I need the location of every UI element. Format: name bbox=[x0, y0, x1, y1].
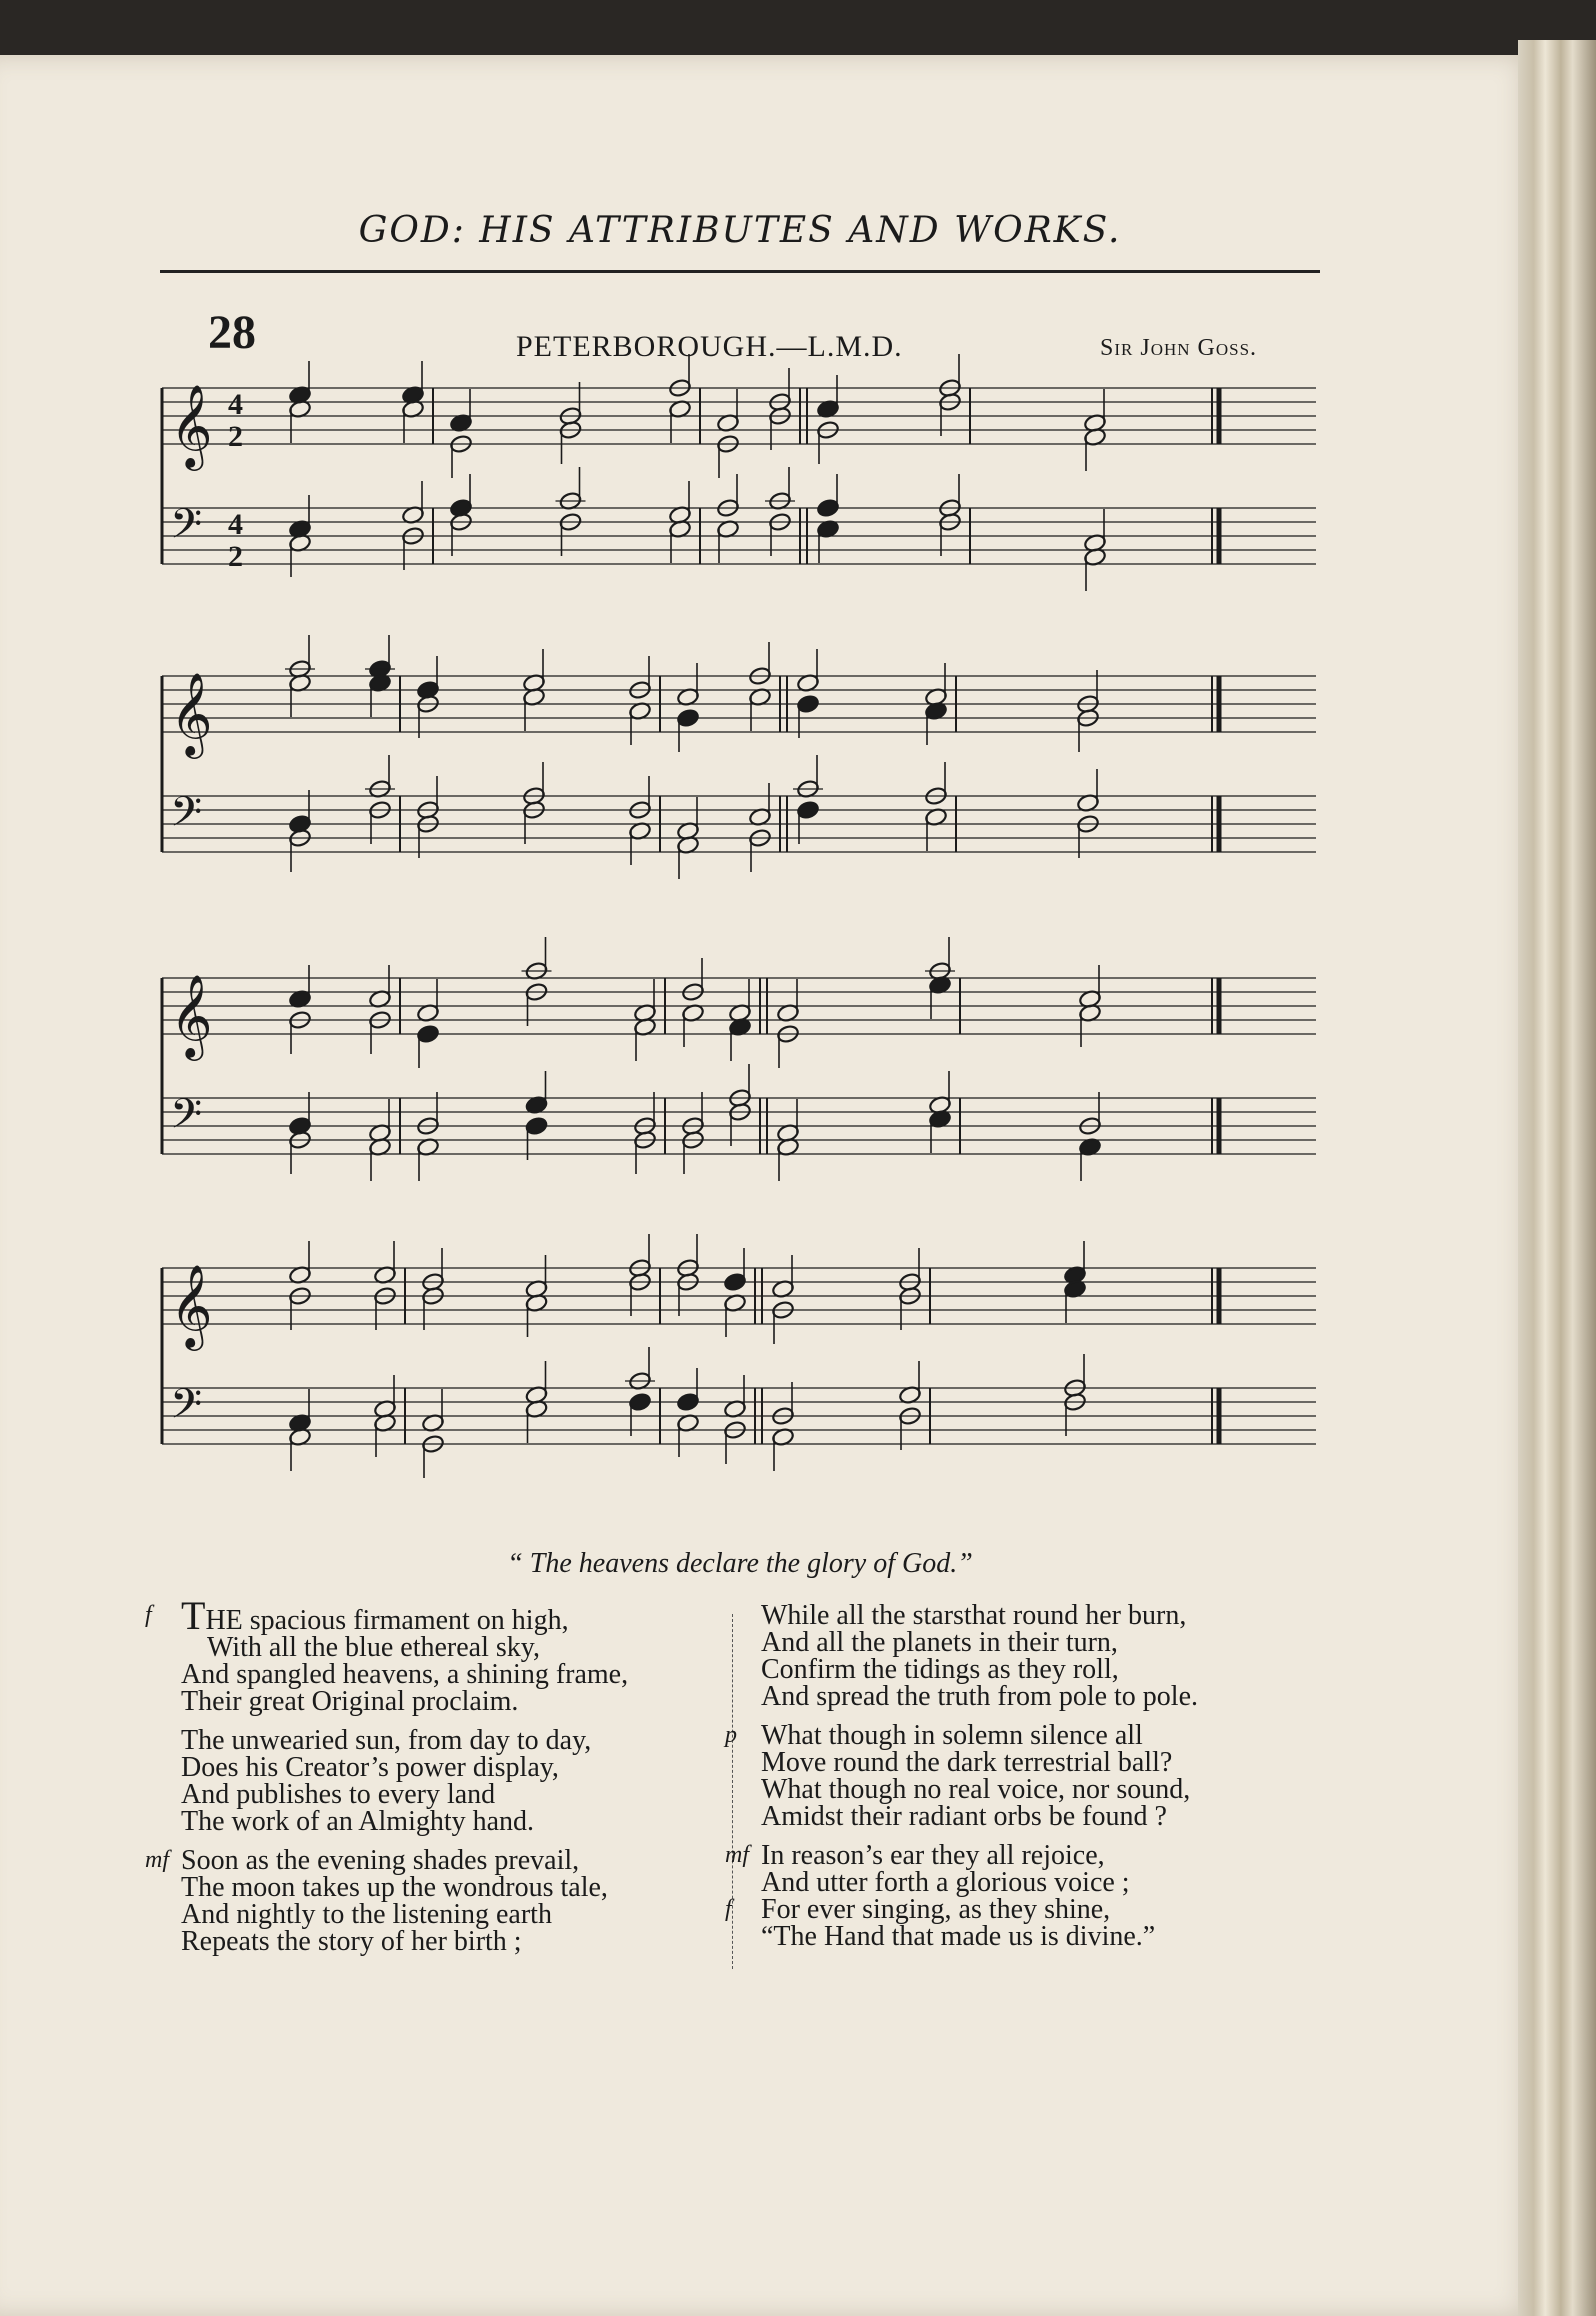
verse-text: What though no real voice, nor sound, bbox=[761, 1774, 1191, 1805]
verse-line bbox=[745, 1923, 1335, 1950]
verse-text: Amidst their radiant orbs be found ? bbox=[761, 1801, 1167, 1832]
verse-text: And publishes to every land bbox=[181, 1779, 496, 1810]
dynamic-marking: p bbox=[725, 1722, 737, 1748]
stanza bbox=[145, 1845, 705, 1957]
verse-text: What though in solemn silence all bbox=[761, 1720, 1143, 1751]
time-signature-upper: 4 bbox=[228, 388, 243, 421]
stanza bbox=[725, 1840, 1335, 1952]
music-system bbox=[162, 354, 1316, 591]
hymn-epigraph: “ The heavens declare the glory of God.” bbox=[507, 1548, 973, 1579]
stanza bbox=[165, 1727, 705, 1835]
verse-text: And spread the truth from pole to pole. bbox=[761, 1681, 1199, 1712]
verse-line bbox=[165, 1754, 705, 1781]
verse-text: For ever singing, as they shine, bbox=[761, 1894, 1111, 1925]
verse-text: With all the blue ethereal sky, bbox=[207, 1632, 540, 1663]
music-system bbox=[162, 635, 1316, 879]
time-signature-lower: 2 bbox=[228, 420, 243, 453]
drop-cap: T bbox=[181, 1593, 206, 1638]
verse-text: And utter forth a glorious voice ; bbox=[761, 1867, 1130, 1898]
verse-text: Their great Original proclaim. bbox=[181, 1686, 519, 1717]
verse-text: The moon takes up the wondrous tale, bbox=[181, 1872, 608, 1903]
verse-line bbox=[725, 1894, 1335, 1925]
verse-column-left bbox=[145, 1593, 705, 1967]
stanza bbox=[725, 1720, 1335, 1832]
time-signature-upper: 4 bbox=[228, 508, 243, 541]
verse-text: And all the planets in their turn, bbox=[761, 1627, 1118, 1658]
column-divider bbox=[732, 1614, 733, 1969]
verse-text: Does his Creator’s power display, bbox=[181, 1752, 559, 1783]
verse-text: In reason’s ear they all rejoice, bbox=[761, 1840, 1105, 1871]
verse-text: Soon as the evening shades prevail, bbox=[181, 1845, 580, 1876]
verse-text: Move round the dark terrestrial ball? bbox=[761, 1747, 1173, 1778]
verse-line bbox=[165, 1874, 705, 1901]
verse-line bbox=[165, 1727, 705, 1754]
treble-clef-icon: 𝄞 bbox=[170, 1263, 213, 1347]
verse-line bbox=[745, 1629, 1335, 1656]
tune-name: PETERBOROUGH.—L.M.D. bbox=[516, 330, 903, 363]
verse-line bbox=[165, 1808, 705, 1835]
verse-line bbox=[145, 1593, 705, 1638]
verse-line bbox=[165, 1901, 705, 1928]
verse-text: The unwearied sun, from day to day, bbox=[181, 1725, 592, 1756]
music-system bbox=[162, 937, 1316, 1181]
verse-text: While all the starsthat round her burn, bbox=[761, 1600, 1187, 1631]
verse-line bbox=[165, 1781, 705, 1808]
verse-line bbox=[745, 1656, 1335, 1683]
time-signature-lower: 2 bbox=[228, 540, 243, 573]
verse-text: “The Hand that made us is divine.” bbox=[761, 1921, 1156, 1952]
dynamic-marking: mf bbox=[145, 1847, 169, 1873]
hymn-verses bbox=[145, 1593, 1335, 1982]
running-head: GOD: HIS ATTRIBUTES AND WORKS. bbox=[358, 210, 1122, 251]
stanza bbox=[745, 1602, 1335, 1710]
verse-line bbox=[165, 1688, 705, 1715]
bass-clef-icon: 𝄢 bbox=[170, 1090, 203, 1148]
dynamic-marking: f bbox=[725, 1896, 732, 1922]
verse-line bbox=[725, 1720, 1335, 1751]
verse-line bbox=[745, 1776, 1335, 1803]
verse-text: The work of an Almighty hand. bbox=[181, 1806, 535, 1837]
verse-column-right bbox=[725, 1600, 1335, 1962]
verse-text: And nightly to the listening earth bbox=[181, 1899, 552, 1930]
verse-line bbox=[745, 1602, 1335, 1629]
verse-line bbox=[745, 1803, 1335, 1830]
music-system bbox=[162, 1234, 1316, 1478]
hymn-number: 28 bbox=[208, 306, 256, 359]
treble-clef-icon: 𝄞 bbox=[170, 973, 213, 1057]
dynamic-marking: mf bbox=[725, 1842, 749, 1868]
verse-line bbox=[165, 1661, 705, 1688]
verse-line bbox=[145, 1845, 705, 1876]
composer-credit: Sir John Goss. bbox=[1100, 335, 1258, 361]
bass-clef-icon: 𝄢 bbox=[170, 1380, 203, 1438]
verse-text: Repeats the story of her birth ; bbox=[181, 1926, 522, 1957]
verse-line bbox=[745, 1683, 1335, 1710]
dynamic-marking: f bbox=[145, 1602, 152, 1628]
verse-text: Confirm the tidings as they roll, bbox=[761, 1654, 1119, 1685]
bass-clef-icon: 𝄢 bbox=[170, 788, 203, 846]
bass-clef-icon: 𝄢 bbox=[170, 500, 203, 558]
verse-line bbox=[165, 1928, 705, 1955]
verse-line bbox=[165, 1634, 705, 1661]
treble-clef-icon: 𝄞 bbox=[170, 383, 213, 467]
verse-line bbox=[745, 1869, 1335, 1896]
verse-text: And spangled heavens, a shining frame, bbox=[181, 1659, 629, 1690]
verse-text: HE spacious firmament on high, bbox=[205, 1605, 569, 1636]
verse-line bbox=[745, 1749, 1335, 1776]
verse-line bbox=[725, 1840, 1335, 1871]
treble-clef-icon: 𝄞 bbox=[170, 671, 213, 755]
stanza bbox=[145, 1593, 705, 1717]
